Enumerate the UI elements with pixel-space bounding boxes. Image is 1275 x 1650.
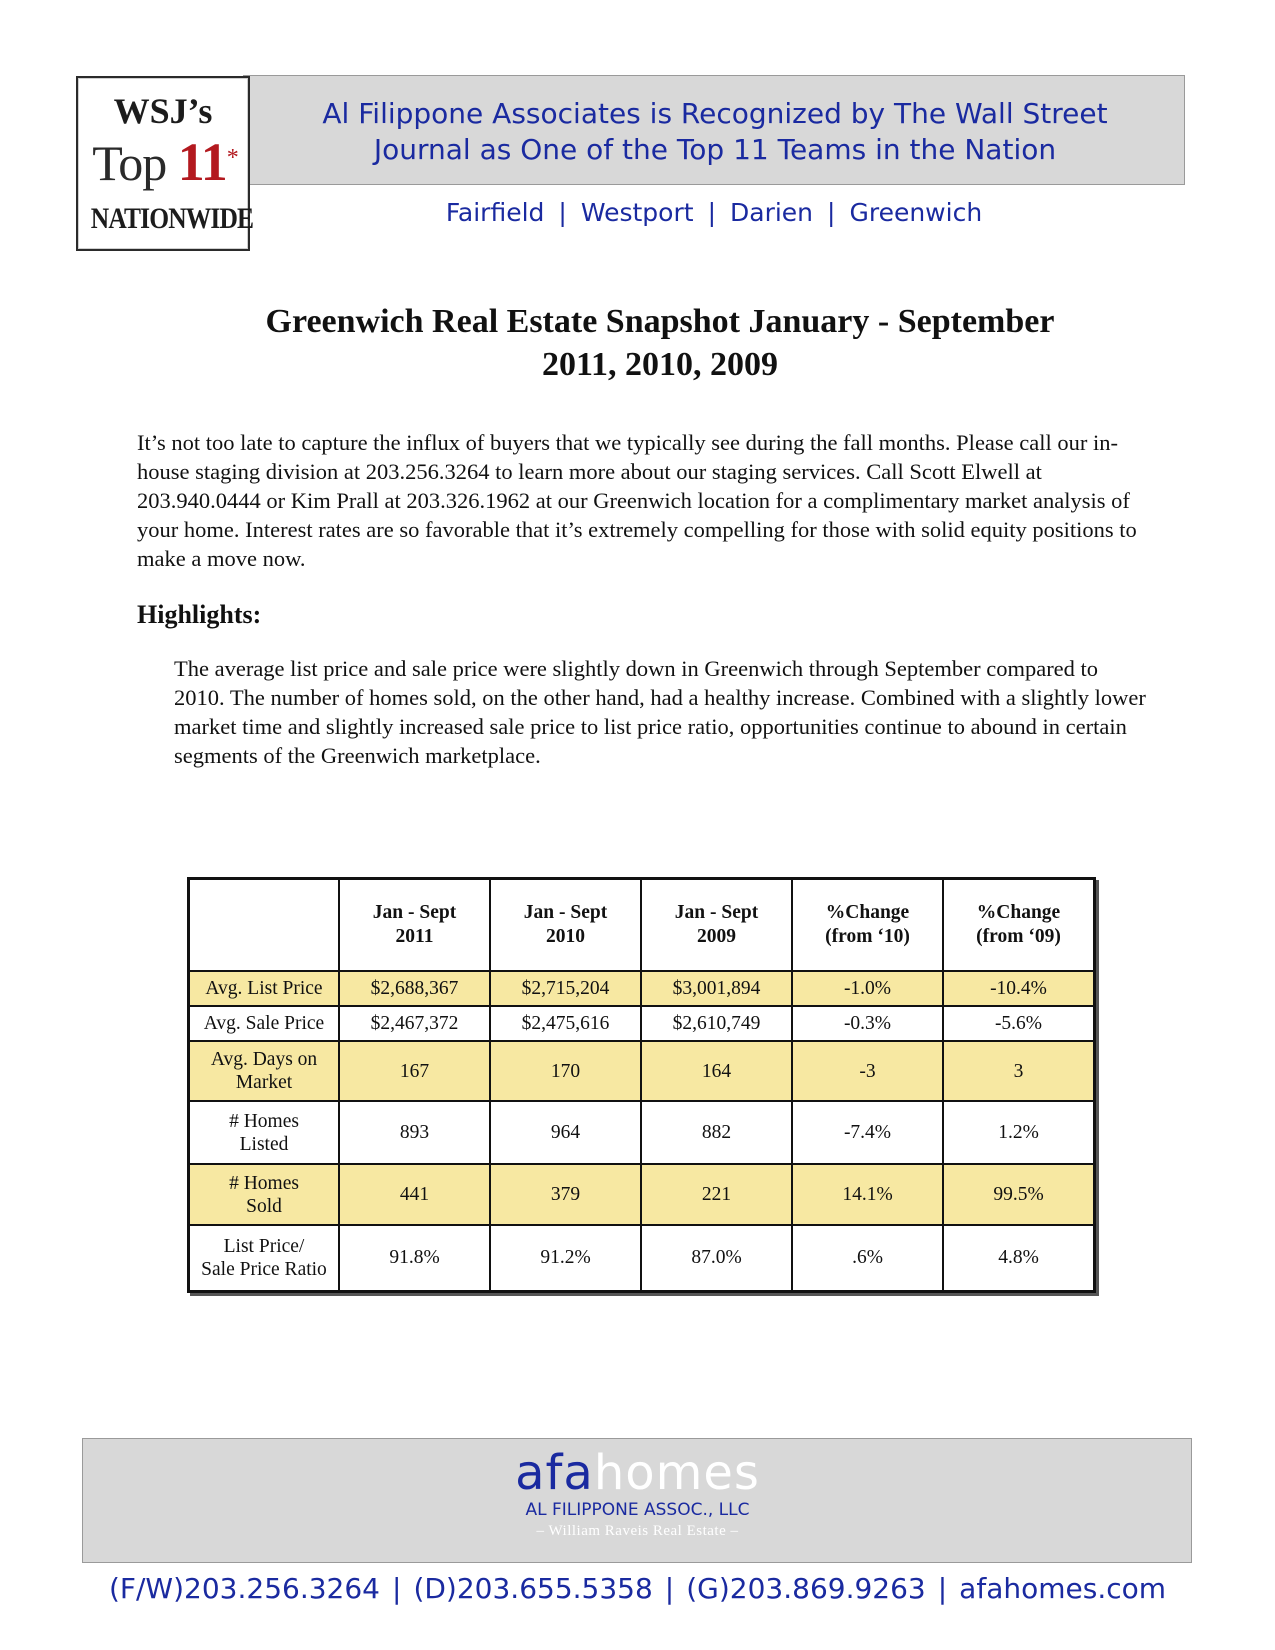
contact-separator: |	[664, 1572, 675, 1605]
document-title-line1: Greenwich Real Estate Snapshot January - September	[265, 303, 1055, 340]
afahomes-logo	[0, 1446, 1275, 1500]
table-cell: 882	[641, 1101, 792, 1164]
table-cell: 441	[339, 1164, 490, 1225]
table-cell: 14.1%	[792, 1164, 943, 1225]
town-list	[243, 198, 1185, 227]
table-cell: -10.4%	[943, 971, 1095, 1006]
town-separator: |	[707, 198, 716, 227]
table-cell: 893	[339, 1101, 490, 1164]
row-label: # Homes Listed	[189, 1101, 340, 1164]
header-title-line2: Journal as One of the Top 11 Teams in the Nation	[373, 133, 1057, 166]
header-title-line1: Al Filippone Associates is Recognized by The Wall Street	[322, 97, 1108, 130]
contact-separator: |	[937, 1572, 948, 1605]
table-row	[189, 1164, 1095, 1225]
table-cell: 1.2%	[943, 1101, 1095, 1164]
town-greenwich: Greenwich	[849, 198, 983, 227]
intro-paragraph: It’s not too late to capture the influx of buyers that we typically see during the fall months. Please call our in-house staging division at 203.256.3264 to learn more about our staging services. Call Scott Elwell at 203.940.0444 or Kim Prall at 203.326.1962 at our Greenwich location for a complimentary market analysis of your home. Interest rates are so favorable that it’s extremely compelling for those with solid equity positions to make a move now.	[137, 430, 1137, 571]
table-cell: 379	[490, 1164, 641, 1225]
contact-line	[0, 1572, 1275, 1605]
column-header: %Change (from ‘09)	[943, 879, 1095, 972]
company-name: AL FILIPPONE ASSOC., LLC	[525, 1500, 750, 1520]
town-fairfield: Fairfield	[445, 198, 545, 227]
table-cell: 91.2%	[490, 1225, 641, 1291]
table-cell: $3,001,894	[641, 971, 792, 1006]
table-cell: $2,467,372	[339, 1006, 490, 1041]
table-cell: 87.0%	[641, 1225, 792, 1291]
table-row	[189, 971, 1095, 1006]
table-row	[189, 1041, 1095, 1101]
table-cell: 3	[943, 1041, 1095, 1101]
table-cell: 167	[339, 1041, 490, 1101]
town-westport: Westport	[580, 198, 694, 227]
logo-homes: homes	[593, 1445, 760, 1501]
header-title	[265, 96, 1165, 168]
town-separator: |	[827, 198, 836, 227]
table-cell: 91.8%	[339, 1225, 490, 1291]
table-row	[189, 1225, 1095, 1291]
town-separator: |	[558, 198, 567, 227]
table-corner-cell	[189, 879, 340, 972]
row-label: # Homes Sold	[189, 1164, 340, 1225]
column-header: %Change (from ‘10)	[792, 879, 943, 972]
document-title-line2: 2011, 2010, 2009	[541, 346, 779, 383]
logo-top11	[82, 134, 248, 191]
table-cell: -5.6%	[943, 1006, 1095, 1041]
logo-asterisk: *	[226, 145, 238, 171]
table-cell: 99.5%	[943, 1164, 1095, 1225]
column-header: Jan - Sept 2009	[641, 879, 792, 972]
website-link[interactable]: afahomes.com	[959, 1572, 1167, 1605]
logo-wsj: WSJ’s	[113, 91, 213, 131]
table-header-row	[189, 879, 1095, 972]
logo-top-number: 11	[177, 132, 227, 192]
phone-d: (D)203.655.5358	[413, 1572, 653, 1605]
market-stats-table	[187, 877, 1096, 1293]
table-cell: 164	[641, 1041, 792, 1101]
logo-nationwide: NATIONWIDE	[90, 202, 254, 235]
table-cell: -0.3%	[792, 1006, 943, 1041]
phone-fw: (F/W)203.256.3264	[108, 1572, 380, 1605]
column-header: Jan - Sept 2011	[339, 879, 490, 972]
column-header: Jan - Sept 2010	[490, 879, 641, 972]
table-cell: $2,610,749	[641, 1006, 792, 1041]
wsj-top11-logo	[76, 76, 254, 251]
phone-g: (G)203.869.9263	[686, 1572, 926, 1605]
table-cell: .6%	[792, 1225, 943, 1291]
logo-afa: afa	[515, 1445, 594, 1501]
row-label: Avg. Days on Market	[189, 1041, 340, 1101]
table-cell: 170	[490, 1041, 641, 1101]
row-label: List Price/ Sale Price Ratio	[189, 1225, 340, 1291]
table-cell: 4.8%	[943, 1225, 1095, 1291]
table-cell: -3	[792, 1041, 943, 1101]
table-cell: $2,715,204	[490, 971, 641, 1006]
table-cell: $2,475,616	[490, 1006, 641, 1041]
table-row	[189, 1006, 1095, 1041]
highlights-heading: Highlights:	[137, 600, 262, 629]
table-cell: 221	[641, 1164, 792, 1225]
highlights-paragraph: The average list price and sale price were slightly down in Greenwich through September compared to 2010. The number of homes sold, on the other hand, had a healthy increase. Combined with a slightly lower market time and slightly increased sale price to list price ratio, opportunities continue to abound in certain segments of the Greenwich marketplace.	[174, 656, 1146, 768]
town-darien: Darien	[730, 198, 814, 227]
row-label: Avg. List Price	[189, 971, 340, 1006]
row-label: Avg. Sale Price	[189, 1006, 340, 1041]
table-cell: $2,688,367	[339, 971, 490, 1006]
table-cell: 964	[490, 1101, 641, 1164]
logo-top-word: Top	[92, 135, 167, 191]
table-row	[189, 1101, 1095, 1164]
table-cell: -7.4%	[792, 1101, 943, 1164]
table-cell: -1.0%	[792, 971, 943, 1006]
contact-separator: |	[392, 1572, 402, 1605]
document-title	[160, 300, 1160, 386]
company-affiliation: – William Raveis Real Estate –	[536, 1523, 739, 1539]
